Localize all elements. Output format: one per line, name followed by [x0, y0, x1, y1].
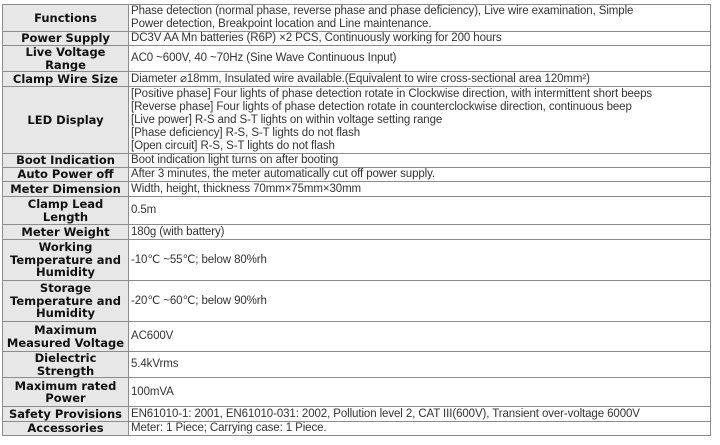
value-line: Power detection, Breakpoint location and Line maintenance. [131, 18, 432, 30]
row-label: Accessories [3, 422, 129, 436]
value-line: [Reverse phase] Four lights of phase detection rotate in counterclockwise direction, continuous beep [131, 100, 632, 113]
row-label: Live Voltage Range [3, 46, 129, 72]
table-row [3, 182, 711, 197]
table-row [3, 407, 711, 422]
row-label: Dielectric Strength [3, 352, 129, 378]
value-line: 180g (with battery) [131, 225, 225, 238]
value-line: [Open circuit] R-S, S-T lights do not flash [131, 139, 335, 152]
table-row [3, 46, 711, 72]
row-label: Meter Dimension [3, 182, 129, 197]
row-label: Maximum rated Power [3, 378, 129, 407]
table-row [3, 352, 711, 378]
table-row [3, 197, 711, 225]
value-line: 5.4kVrms [131, 358, 179, 370]
table-row [3, 5, 711, 32]
value-line: 100mVA [131, 385, 174, 398]
row-value [129, 225, 711, 240]
row-value [129, 352, 711, 378]
table-row [3, 154, 711, 168]
row-value [129, 407, 711, 422]
row-label: Functions [3, 5, 129, 32]
row-value [129, 5, 711, 32]
row-label: Working Temperature and Humidity [3, 240, 129, 281]
row-label: Meter Weight [3, 225, 129, 240]
row-label: Clamp Wire Size [3, 72, 129, 87]
spec-table-wrapper [2, 4, 711, 436]
row-label: Storage Temperature and Humidity [3, 281, 129, 322]
row-label: Power Supply [3, 32, 129, 46]
value-line: EN61010-1: 2001, EN61010-031: 2002, Pollution level 2, CAT III(600V), Transient over-voltage 6000V [131, 407, 640, 420]
value-line: [Positive phase] Four lights of phase detection rotate in Clockwise direction, with intermittent short beeps [131, 87, 653, 100]
row-value [129, 240, 711, 281]
row-value [129, 422, 711, 436]
row-label: Safety Provisions [3, 407, 129, 422]
row-value [129, 378, 711, 407]
table-row [3, 422, 711, 436]
row-value [129, 281, 711, 322]
value-line: DC3V AA Mn batteries (R6P) ×2 PCS, Continuously working for 200 hours [131, 32, 502, 44]
row-value [129, 182, 711, 197]
value-line: After 3 minutes, the meter automatically cut off power supply. [131, 168, 436, 180]
table-row [3, 240, 711, 281]
value-line: Meter: 1 Piece; Carrying case: 1 Piece. [131, 422, 327, 434]
table-row [3, 225, 711, 240]
row-value [129, 46, 711, 72]
row-value [129, 72, 711, 87]
value-line: -10℃ ~55℃; below 80%rh [131, 253, 267, 266]
value-line: 0.5m [131, 204, 157, 216]
row-label: Boot Indication [3, 154, 129, 168]
row-value [129, 197, 711, 225]
value-line: Width, height, thickness 70mm×75mm×30mm [131, 182, 362, 195]
row-label: Maximum Measured Voltage [3, 322, 129, 352]
specifications-table [2, 4, 711, 436]
row-label: Auto Power off [3, 168, 129, 182]
table-row [3, 32, 711, 46]
value-line: Phase detection (normal phase, reverse phase and phase deficiency), Live wire examination, Simple [131, 5, 634, 17]
row-label: LED Display [3, 87, 129, 154]
row-value [129, 87, 711, 154]
value-line: [Phase deficiency] R-S, S-T lights do not flash [131, 126, 361, 139]
value-line: Diameter ⌀18mm, Insulated wire available.(Equivalent to wire cross-sectional area 120mm²) [131, 72, 590, 85]
table-row [3, 168, 711, 182]
value-line: Boot indication light turns on after booting [131, 154, 339, 166]
table-row [3, 378, 711, 407]
value-line: -20℃ ~60℃; below 90%rh [131, 294, 267, 307]
table-row [3, 87, 711, 154]
row-label: Clamp Lead Length [3, 197, 129, 225]
table-row [3, 281, 711, 322]
value-line: [Live power] R-S and S-T lights on within voltage setting range [131, 113, 443, 126]
specifications-table-body [3, 5, 711, 436]
row-value [129, 154, 711, 168]
table-row [3, 72, 711, 87]
row-value [129, 322, 711, 352]
row-value [129, 32, 711, 46]
value-line: AC600V [131, 330, 174, 342]
row-value [129, 168, 711, 182]
table-row [3, 322, 711, 352]
value-line: AC0 ~600V, 40 ~70Hz (Sine Wave Continuous Input) [131, 52, 397, 64]
